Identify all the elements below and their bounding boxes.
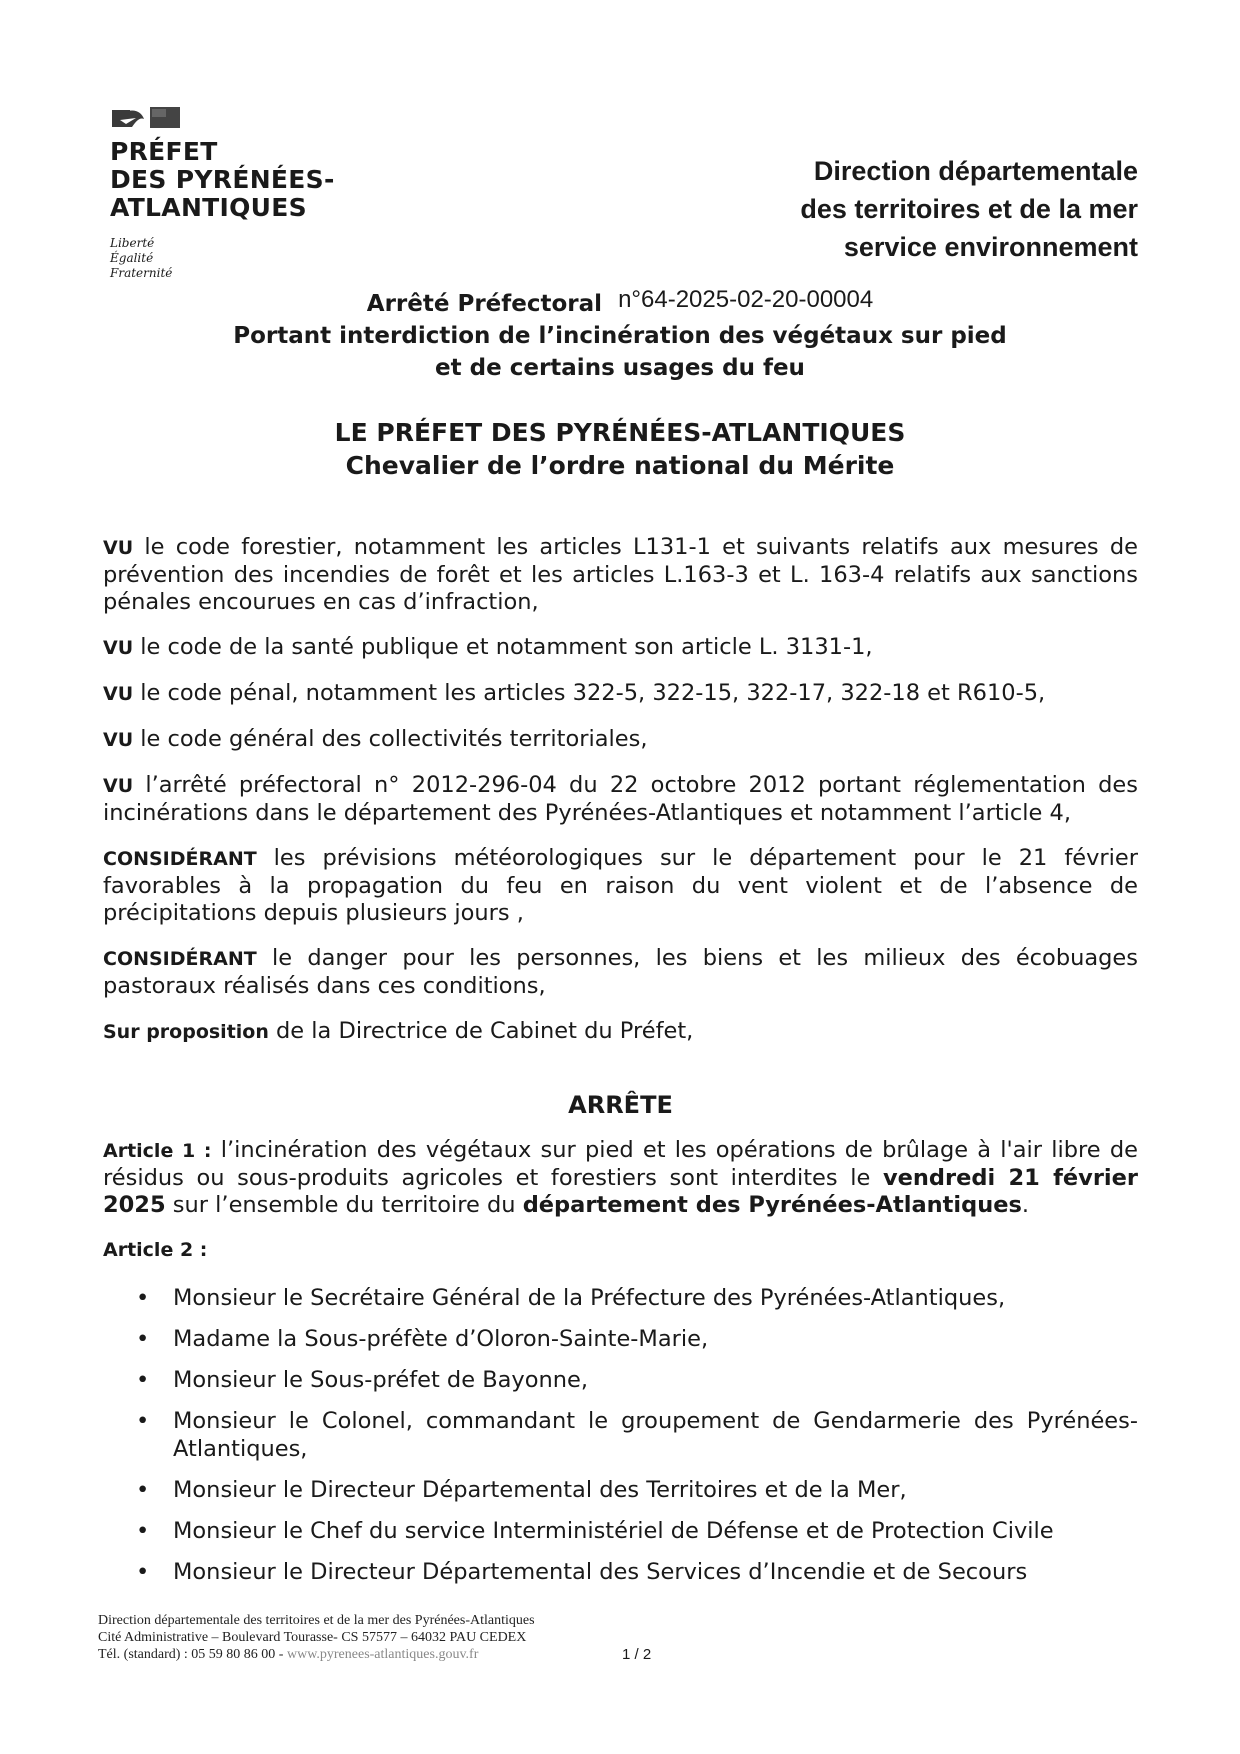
bullet-icon: • <box>136 1477 150 1503</box>
prefet-line: DES PYRÉNÉES- <box>110 165 335 194</box>
visa-text: l’arrêté préfectoral n° 2012-296-04 du 22 octobre 2012 portant réglementation des incinérations dans le département des Pyrénées-Atlantiques et notamment l’article 4, <box>103 772 1138 826</box>
motto-line: Liberté <box>110 236 155 250</box>
visa-text: le code pénal, notamment les articles 322-5, 322-15, 322-17, 322-18 et R610-5, <box>133 680 1046 706</box>
list-item <box>103 1476 1138 1504</box>
marianne-logo-icon <box>112 107 182 129</box>
visa-keyword: VU <box>103 775 134 797</box>
visa-paragraph <box>103 772 1138 827</box>
proposition-keyword: Sur proposition <box>103 1021 269 1043</box>
title-label: Arrêté Préfectoral <box>366 291 603 317</box>
article-1-text: l’incinération des végétaux sur pied et les opérations de brûlage à l'air libre de résidus ou sous-produits agricoles et forestiers sont interdites le <box>103 1137 1138 1191</box>
page-number: 1 / 2 <box>622 1646 652 1663</box>
recipient-text: Monsieur le Directeur Départemental des Territoires et de la Mer, <box>173 1477 907 1503</box>
document-title <box>0 288 1240 384</box>
bullet-icon: • <box>136 1367 150 1393</box>
recipient-text: Monsieur le Colonel, commandant le groupement de Gendarmerie des Pyrénées-Atlantiques, <box>173 1408 1138 1462</box>
bullet-icon: • <box>136 1518 150 1544</box>
prefet-heading-line: LE PRÉFET DES PYRÉNÉES-ATLANTIQUES <box>334 418 906 447</box>
visa-keyword: VU <box>103 637 134 659</box>
list-item <box>103 1558 1138 1586</box>
arrete-heading: ARRÊTE <box>568 1091 673 1119</box>
list-item <box>103 1366 1138 1394</box>
title-line: et de certains usages du feu <box>435 355 805 381</box>
prefet-heading-line: Chevalier de l’ordre national du Mérite <box>345 451 895 480</box>
proposition-paragraph <box>103 1018 1138 1046</box>
visa-paragraph <box>103 634 1138 662</box>
prefet-line: ATLANTIQUES <box>110 193 307 222</box>
article-1-date: vendredi 21 février 2025 <box>103 1165 1138 1218</box>
article-1 <box>103 1137 1138 1219</box>
bullet-icon: • <box>136 1285 150 1311</box>
visa-keyword: VU <box>103 537 134 559</box>
motto-line: Fraternité <box>110 266 173 280</box>
recipient-text: Monsieur le Sous-préfet de Bayonne, <box>173 1367 589 1393</box>
direction-line: service environnement <box>843 232 1138 262</box>
recipient-text: Monsieur le Directeur Départemental des Services d’Incendie et de Secours <box>173 1559 1028 1585</box>
republic-motto <box>110 236 172 281</box>
bullet-icon: • <box>136 1326 150 1352</box>
list-item <box>103 1407 1138 1463</box>
direction-line: des territoires et de la mer <box>800 194 1138 224</box>
article-1-territory: département des Pyrénées-Atlantiques <box>522 1192 1022 1218</box>
considerant-paragraph <box>103 945 1138 1000</box>
list-item <box>103 1284 1138 1312</box>
visa-paragraph <box>103 726 1138 754</box>
considerant-text: le danger pour les personnes, les biens et les milieux des écobuages pastoraux réalisés dans ces conditions, <box>103 945 1138 999</box>
direction-line: Direction départementale <box>813 156 1138 186</box>
title-line: Portant interdiction de l’incinération des végétaux sur pied <box>233 323 1007 349</box>
article-2-label: Article 2 : <box>103 1239 208 1261</box>
issuing-direction <box>800 152 1138 266</box>
recipient-text: Monsieur le Chef du service Interministériel de Défense et de Protection Civile <box>173 1518 1054 1544</box>
considerant-keyword: CONSIDÉRANT <box>103 948 257 970</box>
visa-text: le code de la santé publique et notamment son article L. 3131-1, <box>133 634 873 660</box>
bullet-icon: • <box>136 1408 150 1434</box>
recipient-text: Monsieur le Secrétaire Général de la Préfecture des Pyrénées-Atlantiques, <box>173 1285 1006 1311</box>
footer-line: Cité Administrative – Boulevard Tourasse- CS 57577 – 64032 PAU CEDEX <box>98 1630 527 1645</box>
visa-text: le code forestier, notamment les articles L131-1 et suivants relatifs aux mesures de prévention des incendies de forêt et les articles L.163-3 et L. 163-4 relatifs aux sanctions pénales encourues en cas d’infraction, <box>103 534 1138 615</box>
visa-keyword: VU <box>103 683 134 705</box>
prefet-logo-text <box>110 138 335 222</box>
bullet-icon: • <box>136 1559 150 1585</box>
considerant-keyword: CONSIDÉRANT <box>103 848 257 870</box>
page-footer <box>98 1612 535 1663</box>
list-item <box>103 1325 1138 1353</box>
article-1-text: . <box>1021 1192 1030 1218</box>
article-1-label: Article 1 : <box>103 1140 212 1162</box>
visa-text: le code général des collectivités territoriales, <box>133 726 648 752</box>
arrete-number: n°64-2025-02-20-00004 <box>618 286 874 313</box>
proposition-text: de la Directrice de Cabinet du Préfet, <box>268 1018 694 1044</box>
considerant-paragraph <box>103 845 1138 927</box>
visa-keyword: VU <box>103 729 134 751</box>
recipient-text: Madame la Sous-préfète d’Oloron-Sainte-Marie, <box>173 1326 709 1352</box>
prefet-line: PRÉFET <box>110 137 218 166</box>
visa-paragraph <box>103 534 1138 616</box>
document-body <box>103 534 1138 1599</box>
list-item <box>103 1517 1138 1545</box>
visa-paragraph <box>103 680 1138 708</box>
footer-website-link[interactable]: www.pyrenees-atlantiques.gouv.fr <box>286 1647 479 1662</box>
recipients-list <box>103 1284 1138 1586</box>
prefet-heading <box>0 416 1240 482</box>
footer-phone: Tél. (standard) : 05 59 80 86 00 - <box>98 1647 287 1662</box>
motto-line: Égalité <box>110 251 154 265</box>
considerant-text: les prévisions météorologiques sur le département pour le 21 février favorables à la propagation du feu en raison du vent violent et de l’absence de précipitations depuis plusieurs jours , <box>103 845 1138 926</box>
article-1-text: sur l’ensemble du territoire du <box>165 1192 523 1218</box>
footer-line: Direction départementale des territoires et de la mer des Pyrénées-Atlantiques <box>98 1613 535 1628</box>
